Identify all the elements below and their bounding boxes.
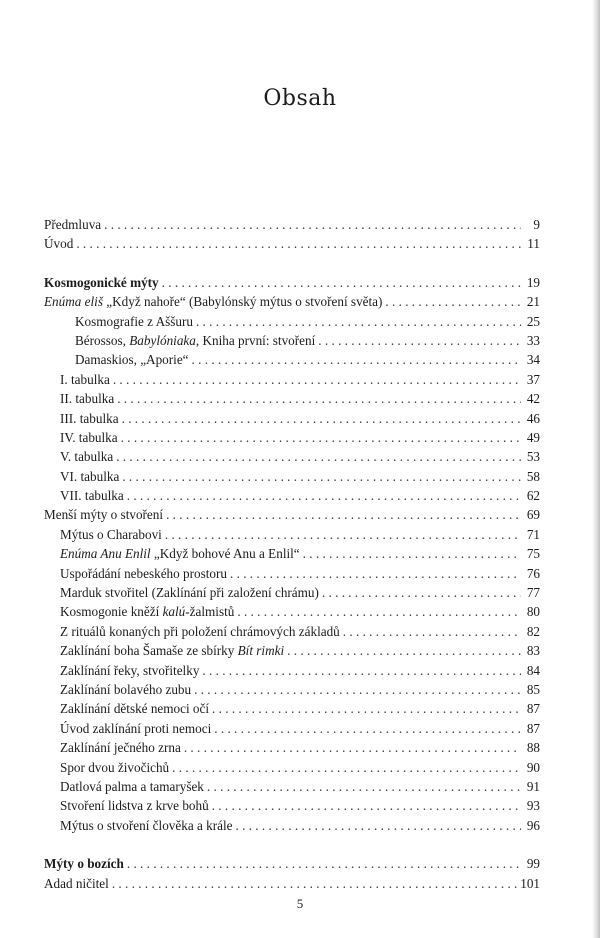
toc-entry[interactable] [44, 583, 540, 602]
toc-leader-dots [192, 350, 521, 369]
toc-entry-title: Mýtus o stvoření člověka a krále [60, 817, 233, 833]
toc-entry-title: II. tabulka [60, 391, 115, 407]
toc-entry-title: Předmluva [44, 217, 102, 232]
toc-entry-title: Z rituálů konaných při položení chrámových základů [60, 623, 340, 639]
toc-entry-page: 88 [526, 740, 540, 756]
toc-entry-title: Adad ničitel [44, 875, 109, 891]
toc-entry[interactable] [44, 544, 540, 563]
toc-entry[interactable] [44, 273, 540, 292]
toc-leader-dots [202, 661, 521, 680]
toc-entry-page: 34 [526, 352, 540, 368]
toc-entry[interactable] [44, 370, 540, 389]
toc-leader-dots [172, 758, 521, 777]
toc-entry-title: Zaklínání řeky, stvořitelky [60, 662, 200, 678]
toc-entry-title: Zaklínání boha Šamaše ze sbírky Bít rimki [60, 643, 285, 659]
toc-entry-title: III. tabulka [60, 410, 119, 426]
toc-entry-page: 84 [526, 662, 540, 678]
toc-entry-page: 101 [520, 875, 540, 891]
toc-entry[interactable] [44, 719, 540, 738]
toc-entry-page: 33 [526, 332, 540, 348]
toc-leader-dots [162, 273, 521, 292]
toc-entry-page: 96 [526, 817, 540, 833]
toc-entry-page: 25 [526, 313, 540, 329]
toc-leader-dots [127, 486, 521, 505]
toc-entry[interactable] [44, 505, 540, 524]
toc-entry[interactable] [44, 854, 540, 873]
toc-entry[interactable] [44, 331, 540, 350]
toc-entry-page: 9 [533, 217, 540, 232]
toc-entry-title: I. tabulka [60, 371, 110, 387]
table-of-contents [44, 215, 540, 893]
toc-entry[interactable] [44, 602, 540, 621]
toc-leader-dots [385, 292, 521, 311]
toc-entry[interactable] [44, 292, 540, 311]
toc-entry-title: VII. tabulka [60, 488, 124, 504]
toc-leader-dots [194, 680, 521, 699]
toc-entry-title: IV. tabulka [60, 429, 118, 445]
toc-entry-title: Spor dvou živočichů [60, 759, 170, 775]
toc-entry-page: 21 [526, 294, 540, 310]
toc-entry-title: Mýty o bozích [44, 856, 124, 872]
toc-leader-dots [113, 370, 521, 389]
toc-entry[interactable] [44, 796, 540, 815]
toc-entry[interactable] [44, 680, 540, 699]
toc-entry-page: 71 [526, 526, 540, 542]
toc-entry[interactable] [44, 312, 540, 331]
toc-entry[interactable] [44, 525, 540, 544]
toc-leader-dots [322, 583, 521, 602]
toc-leader-dots [122, 409, 521, 428]
toc-leader-dots [207, 777, 521, 796]
toc-leader-dots [117, 389, 521, 408]
toc-entry-page: 46 [526, 410, 540, 426]
toc-entry-title: V. tabulka [60, 449, 114, 465]
toc-entry-page: 53 [526, 449, 540, 465]
toc-entry[interactable] [44, 428, 540, 447]
toc-entry[interactable] [44, 816, 540, 835]
toc-entry[interactable] [44, 389, 540, 408]
toc-entry[interactable] [44, 486, 540, 505]
toc-leader-dots [166, 505, 521, 524]
toc-entry[interactable] [44, 447, 540, 466]
toc-entry-page: 58 [526, 468, 540, 484]
toc-leader-dots [196, 312, 521, 331]
toc-entry-page: 99 [526, 856, 540, 872]
toc-entry-page: 87 [526, 720, 540, 736]
toc-entry-title: Damaskios, „Aporie“ [75, 352, 189, 368]
toc-leader-dots [116, 447, 521, 466]
toc-entry-page: 37 [526, 371, 540, 387]
toc-entry-title: VI. tabulka [60, 468, 120, 484]
toc-entry-page: 90 [526, 759, 540, 775]
toc-entry-title: Bérossos, Babylóniaka, Kniha první: stvoření [75, 332, 316, 348]
toc-entry-page: 62 [526, 488, 540, 504]
toc-entry[interactable] [44, 234, 540, 253]
toc-entry[interactable] [44, 661, 540, 680]
page-title: Obsah [263, 86, 337, 111]
page-number: 5 [296, 896, 304, 911]
toc-leader-dots [165, 525, 521, 544]
toc-entry-title: Kosmografie z Aššuru [75, 313, 193, 329]
toc-entry-title: Kosmogonie kněží kalú-žalmistů [60, 604, 235, 620]
toc-leader-dots [287, 641, 521, 660]
toc-entry-title: Úvod zaklínání proti nemoci [60, 720, 212, 736]
toc-entry-title: Zaklínání dětské nemoci očí [60, 701, 210, 717]
toc-leader-dots [127, 854, 521, 873]
toc-entry-page: 75 [526, 546, 540, 562]
toc-entry-page: 11 [527, 236, 540, 252]
toc-entry-page: 83 [526, 643, 540, 659]
toc-entry-title: Úvod [44, 236, 74, 252]
toc-entry-page: 82 [526, 623, 540, 639]
toc-entry-page: 77 [526, 585, 540, 601]
toc-entry-title: Datlová palma a tamaryšek [60, 778, 204, 794]
toc-leader-dots [237, 602, 521, 621]
toc-entry[interactable] [44, 215, 540, 234]
toc-leader-dots [230, 564, 521, 583]
toc-entry-page: 76 [526, 565, 540, 581]
toc-entry[interactable] [44, 874, 540, 893]
toc-entry-title: Stvoření lidstva z krve bohů [60, 798, 209, 814]
toc-entry-title: Zaklínání ječného zrna [60, 740, 181, 756]
toc-entry[interactable] [44, 564, 540, 583]
toc-entry-page: 87 [526, 701, 540, 717]
toc-entry-title: Menší mýty o stvoření [44, 507, 164, 523]
toc-entry[interactable] [44, 758, 540, 777]
toc-entry-page: 42 [526, 391, 540, 407]
toc-entry[interactable] [44, 350, 540, 369]
toc-leader-dots [303, 544, 521, 563]
toc-entry-title: Enúma Anu Enlil „Když bohové Anu a Enlil“ [60, 546, 300, 562]
toc-entry-title: Mýtus o Charabovi [60, 526, 162, 542]
toc-leader-dots [76, 234, 521, 253]
toc-leader-dots [212, 699, 521, 718]
toc-entry-page: 80 [526, 604, 540, 620]
toc-entry[interactable] [44, 699, 540, 718]
toc-entry[interactable] [44, 467, 540, 486]
toc-entry-page: 69 [526, 507, 540, 523]
toc-entry[interactable] [44, 622, 540, 641]
toc-entry-title: Marduk stvořitel (Zaklínání při založení chrámu) [60, 585, 319, 601]
toc-leader-dots [121, 428, 521, 447]
toc-leader-dots [184, 738, 521, 757]
toc-entry[interactable] [44, 641, 540, 660]
toc-entry-page: 93 [526, 798, 540, 814]
toc-entry-page: 49 [526, 429, 540, 445]
toc-entry-title: Kosmogonické mýty [44, 274, 159, 290]
page-edge-shadow [592, 0, 600, 938]
toc-leader-dots [212, 796, 521, 815]
toc-leader-dots [104, 215, 521, 234]
toc-entry[interactable] [44, 738, 540, 757]
toc-leader-dots [318, 331, 521, 350]
toc-entry[interactable] [44, 409, 540, 428]
toc-entry-page: 91 [526, 778, 540, 794]
toc-entry-page: 85 [526, 681, 540, 697]
toc-entry-title: Zaklínání bolavého zubu [60, 681, 192, 697]
toc-entry-page: 19 [526, 274, 540, 290]
toc-leader-dots [112, 874, 517, 893]
toc-entry-title: Uspořádání nebeského prostoru [60, 565, 228, 581]
toc-entry-title: Enúma eliš „Když nahoře“ (Babylónský mýtus o stvoření světa) [44, 294, 383, 310]
toc-leader-dots [122, 467, 521, 486]
toc-leader-dots [343, 622, 521, 641]
toc-leader-dots [236, 816, 522, 835]
toc-leader-dots [214, 719, 521, 738]
toc-entry[interactable] [44, 777, 540, 796]
